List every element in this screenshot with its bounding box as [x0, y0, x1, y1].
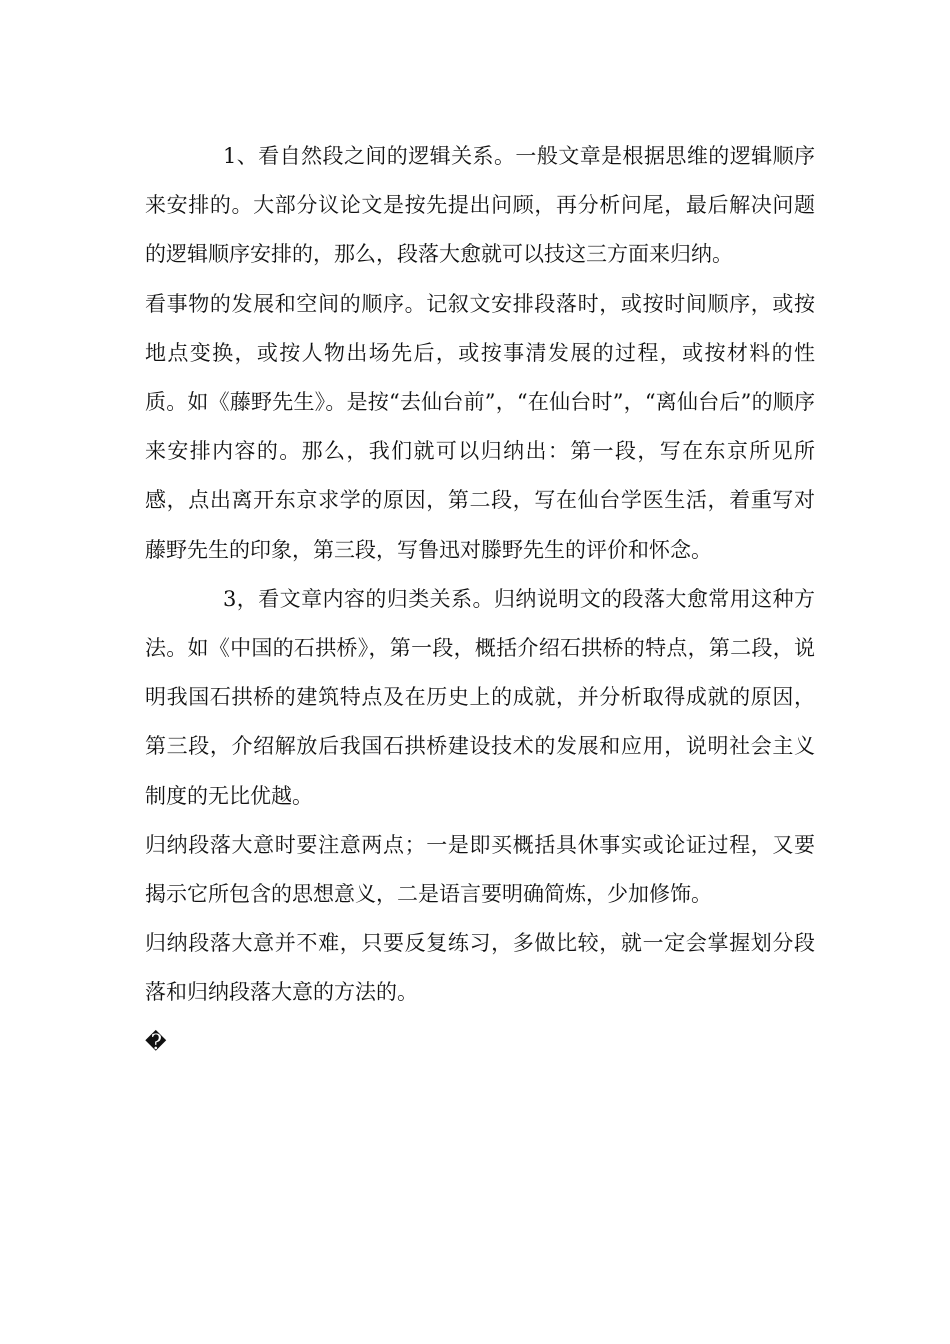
paragraph-logic-relation: 1、看自然段之间的逻辑关系。一般文章是根据思维的逻辑顺序来安排的。大部分议论文是按先提出问顾，再分析问尾，最后解决问题的逻辑顺序安排的，那么，段落大愈就可以技这三方面来归纳。 [145, 144, 815, 267]
document-body [145, 132, 815, 1067]
replacement-character: � [145, 1029, 167, 1054]
paragraph-classification: 3，看文章内容的归类关系。归纳说明文的段落大愈常用这种方法。如《中国的石拱桥》，第一段，概括介绍石拱桥的特点，第二段，说明我国石拱桥的建筑特点及在历史上的成就，并分析取得成就的原因，第三段，介绍解放后我国石拱桥建设技术的发展和应用，说明社会主义制度的无比优越。 [145, 586, 815, 808]
paragraph-sequence: 看事物的发展和空间的顺序。记叙文安排段落时，或按时间顺序，或按地点变换，或按人物出场先后，或按事清发展的过程，或按材料的性质。如《藤野先生》。是按“去仙台前”，“在仙台时”，“离仙台后”的顺序来安排内容的。那么，我们就可以归纳出：第一段，写在东京所见所感，点出离开东京求学的原因，第二段，写在仙台学医生活，着重写对藤野先生的印象，第三段，写鲁迅对滕野先生的评价和怀念。 [145, 291, 815, 562]
paragraph-notes: 归纳段落大意时要注意两点；一是即买概括具休事实或论证过程，又要揭示它所包含的思想意义，二是语言要明确简炼，少加修饰。 [145, 832, 815, 907]
paragraph-conclusion: 归纳段落大意并不难，只要反复练习，多做比较，就一定会掌握划分段落和归纳段落大意的方法的。 [145, 931, 815, 1005]
